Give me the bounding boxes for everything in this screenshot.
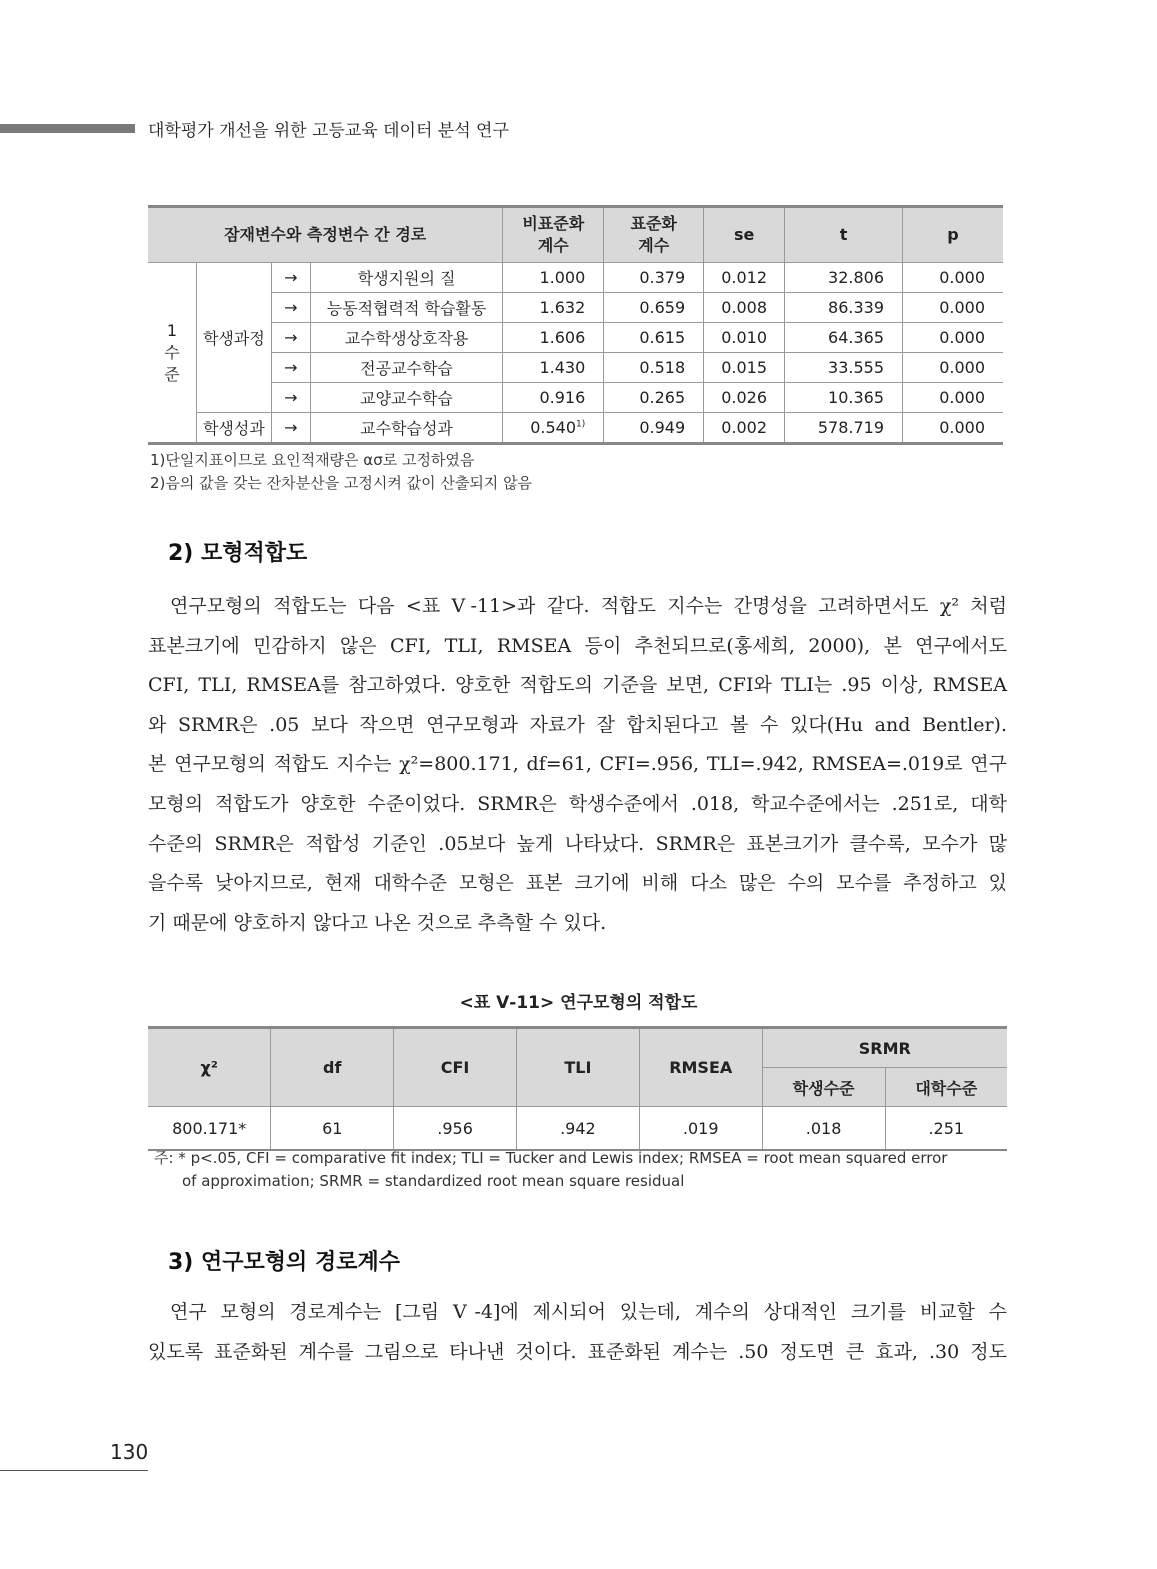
p-cell: 0.000 [903,293,1003,323]
arrow: → [271,323,310,353]
table-row [148,353,1003,383]
group-cell: 학생과정 [196,263,271,413]
arrow: → [271,383,310,413]
table-row [148,383,1003,413]
footer-rule [0,1470,148,1471]
section-heading: 3) 연구모형의 경로계수 [168,1250,400,1275]
table1-notes [150,449,532,495]
col-tli: TLI [516,1028,639,1107]
col-t: t [785,207,903,263]
arrow: → [271,263,310,293]
col-srmr-student: 학생수준 [762,1068,885,1107]
srmr-student-value: .018 [762,1107,885,1151]
var-cell: 교양교수학습 [310,383,503,413]
var-cell: 학생지원의 질 [310,263,503,293]
table-row [148,1107,1007,1151]
var-cell: 능동적협력적 학습활동 [310,293,503,323]
table2-notes [154,1147,947,1193]
text-line: 연구모형의 적합도는 다음 <표 Ⅴ-11>과 같다. 적합도 지수는 간명성을 고려하면서도 χ² 처럼 [170,595,1007,617]
text-line: 기 때문에 양호하지 않다고 나온 것으로 추측할 수 있다. [148,911,607,934]
running-header: 대학평가 개선을 위한 고등교육 데이터 분석 연구 [148,121,509,141]
t-cell: 86.339 [785,293,903,323]
var-cell: 교수학생상호작용 [310,323,503,353]
t-cell: 578.719 [785,413,903,444]
t-cell: 32.806 [785,263,903,293]
col-unstd: 비표준화 계수 [503,207,604,263]
note: 주: * p<.05, CFI = comparative fit index; TLI = Tucker and Lewis index; RMSEA = root mean squared error [154,1149,948,1167]
p-cell: 0.000 [903,353,1003,383]
se-cell: 0.015 [704,353,785,383]
se-cell: 0.012 [704,263,785,293]
col-path: 잠재변수와 측정변수 간 경로 [148,207,503,263]
p-cell: 0.000 [903,413,1003,444]
text-line: 있도록 표준화된 계수를 그림으로 타나낸 것이다. 표준화된 계수는 .50 정도면 큰 효과, .30 정도 [148,1340,1007,1363]
path-coefficient-table [148,205,1003,445]
note: 1)단일지표이므로 요인적재량은 ασ로 고정하였음 [150,451,475,469]
model-fit-table [148,1026,1007,1151]
table-row [148,263,1003,293]
beta-cell: 0.659 [604,293,704,323]
table-row [148,323,1003,353]
b-cell: 1.606 [503,323,604,353]
srmr-univ-value: .251 [885,1107,1007,1151]
table-row [148,413,1003,444]
se-cell: 0.010 [704,323,785,353]
text-line: 연구 모형의 경로계수는 [그림 Ⅴ-4]에 제시되어 있는데, 계수의 상대적인 크기를 비교할 수 [170,1301,1007,1323]
rmsea-value: .019 [639,1107,762,1151]
text-line: 을수록 낮아지므로, 현재 대학수준 모형은 표본 크기에 비해 다소 많은 수의 모수를 추정하고 있 [148,872,1007,895]
t-cell: 64.365 [785,323,903,353]
df-value: 61 [271,1107,394,1151]
text-line: 수준의 SRMR은 적합성 기준인 .05보다 높게 나타났다. SRMR은 표본크기가 클수록, 모수가 많 [148,832,1007,855]
beta-cell: 0.518 [604,353,704,383]
col-srmr: SRMR [762,1028,1007,1068]
col-srmr-univ: 대학수준 [885,1068,1007,1107]
b-cell: 0.916 [503,383,604,413]
se-cell: 0.002 [704,413,785,444]
p-cell: 0.000 [903,263,1003,293]
cfi-value: .956 [394,1107,517,1151]
page-number: 130 [110,1440,149,1464]
p-cell: 0.000 [903,323,1003,353]
text-line: 본 연구모형의 적합도 지수는 χ²=800.171, df=61, CFI=.956, TLI=.942, RMSEA=.019로 연구 [148,753,1007,776]
b-cell: 1.632 [503,293,604,323]
text-line: 표본크기에 민감하지 않은 CFI, TLI, RMSEA 등이 추천되므로(홍세희, 2000), 본 연구에서도 [148,634,1007,657]
body-paragraph [148,587,1007,943]
t-cell: 33.555 [785,353,903,383]
tli-value: .942 [516,1107,639,1151]
col-std: 표준화 계수 [604,207,704,263]
arrow: → [271,353,310,383]
col-cfi: CFI [394,1028,517,1107]
text-line: CFI, TLI, RMSEA를 참고하였다. 양호한 적합도의 기준을 보면, CFI와 TLI는 .95 이상, RMSEA [148,674,1007,697]
chi-value: 800.171* [148,1107,271,1151]
b-cell: 1.430 [503,353,604,383]
beta-cell: 0.615 [604,323,704,353]
section-heading: 2) 모형적합도 [168,541,308,566]
var-cell: 전공교수학습 [310,353,503,383]
col-se: se [704,207,785,263]
p-cell: 0.000 [903,383,1003,413]
arrow: → [271,413,310,444]
var-cell: 교수학습성과 [310,413,503,444]
note: 2)음의 값을 갖는 잔차분산을 고정시켜 값이 산출되지 않음 [150,474,533,492]
col-rmsea: RMSEA [639,1028,762,1107]
text-line: 와 SRMR은 .05 보다 작으면 연구모형과 자료가 잘 합치된다고 볼 수 있다(Hu and Bentler). [148,713,1007,736]
table-caption: <표 Ⅴ-11> 연구모형의 적합도 [459,993,698,1013]
arrow: → [271,293,310,323]
header-bar [0,124,135,133]
table-row [148,293,1003,323]
col-df: df [271,1028,394,1107]
text-line: 모형의 적합도가 양호한 수준이었다. SRMR은 학생수준에서 .018, 학교수준에서는 .251로, 대학 [148,792,1007,815]
b-cell: 0.540$^{1)}$ [503,413,604,444]
col-p: p [903,207,1003,263]
footnote-mark: 1) [576,419,586,430]
se-cell: 0.026 [704,383,785,413]
se-cell: 0.008 [704,293,785,323]
group-cell: 학생성과 [196,413,271,444]
body-paragraph [148,1293,1007,1372]
b-cell: 1.000 [503,263,604,293]
beta-cell: 0.379 [604,263,704,293]
beta-cell: 0.949 [604,413,704,444]
beta-cell: 0.265 [604,383,704,413]
col-chi: χ² [148,1028,271,1107]
level-cell: 1 수 준 [148,263,196,444]
t-cell: 10.365 [785,383,903,413]
note: of approximation; SRMR = standardized root mean square residual [182,1172,685,1190]
